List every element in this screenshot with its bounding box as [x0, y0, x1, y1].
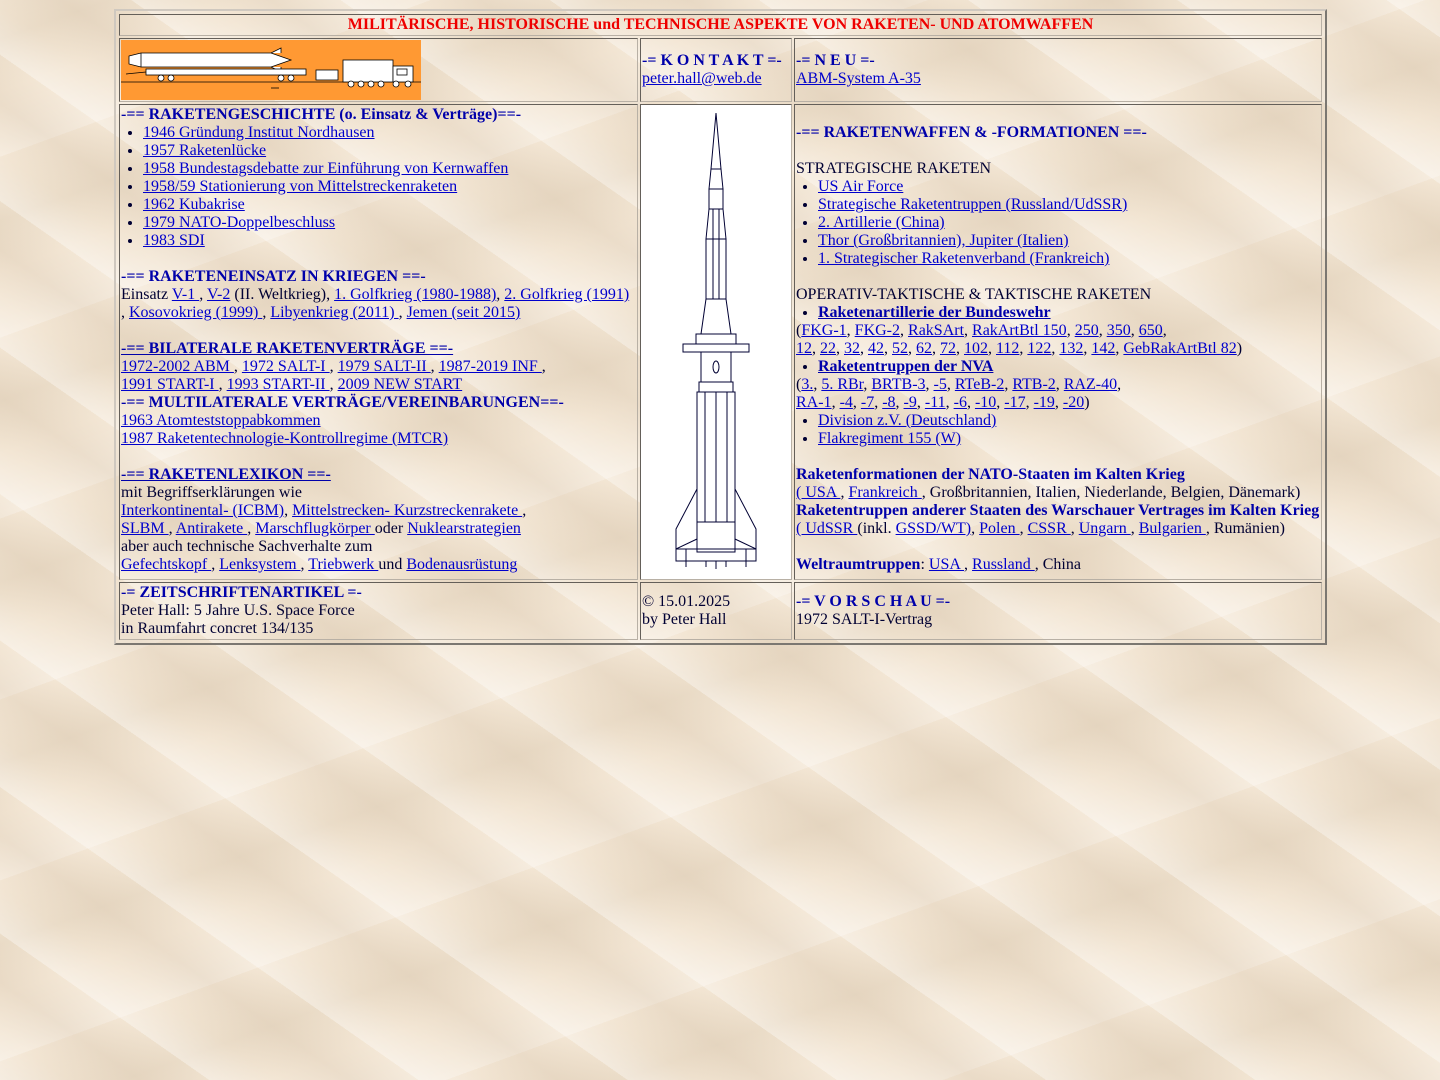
nva-link[interactable]: 3. [801, 376, 814, 393]
lexikon-heading-link[interactable]: -== RAKETENLEXIKON ==- [121, 466, 331, 483]
bw-link[interactable]: 72 [940, 340, 956, 357]
rocket-transporter-banner-icon[interactable] [121, 40, 421, 100]
nva-link[interactable]: -4 [839, 394, 853, 411]
bw-links: (FKG-1, FKG-2, RakSArt, RakArtBtl 150, 250, 350, 650, 12, 22, 32, 42, 52, 62, 72, 102, 112, 122, 132, 142, GebRakArtBtl 82) [796, 322, 1243, 357]
einsatz-v1-link[interactable]: V-1 [171, 286, 200, 303]
bw-list [796, 304, 1320, 322]
list-item [143, 232, 636, 250]
bilateral-link[interactable]: 2009 NEW START [337, 376, 463, 393]
strat-link[interactable]: Strategische Raketentruppen (Russland/UdSSR) [818, 196, 1128, 213]
space-line: Weltraumtruppen: USA , Russland , China [796, 556, 1081, 573]
strat-link[interactable]: Thor (Großbritannien), Jupiter (Italien) [818, 232, 1069, 249]
lexikon-triebwerk-link[interactable]: Triebwerk [308, 556, 379, 573]
rocket-cell [640, 104, 792, 580]
nva-link[interactable]: -11 [924, 394, 946, 411]
einsatz-golf2-link[interactable]: 2. Golfkrieg (1991) [504, 286, 630, 303]
nva-list [796, 358, 1320, 376]
bw-link[interactable]: 250 [1074, 322, 1099, 339]
list-item [143, 196, 636, 214]
zeitschrift-heading: -= ZEITSCHRIFTENARTIKEL =- [121, 584, 362, 601]
nva-heading-link[interactable]: Raketentruppen der NVA [818, 358, 994, 375]
strat-link[interactable]: 2. Artillerie (China) [818, 214, 945, 231]
lexikon-tech-intro: aber auch technische Sachverhalte zum [121, 538, 373, 555]
bw-link[interactable]: FKG-2 [854, 322, 901, 339]
nato-fr-link[interactable]: Frankreich [848, 484, 922, 501]
geschichte-link[interactable]: 1957 Raketenlücke [143, 142, 267, 159]
neu-cell [794, 38, 1322, 102]
lexikon-oder: oder [374, 520, 404, 537]
bw-link[interactable]: 62 [916, 340, 932, 357]
bw-link[interactable]: 22 [820, 340, 836, 357]
bw-link[interactable]: 102 [964, 340, 988, 357]
geschichte-list [121, 124, 636, 250]
division-link[interactable]: Division z.V. (Deutschland) [818, 412, 997, 429]
bw-link[interactable]: 32 [844, 340, 860, 357]
kontakt-heading: -= K O N T A K T =- [642, 52, 782, 69]
nva-link[interactable]: -5 [933, 376, 947, 393]
flak-link[interactable]: Flakregiment 155 (W) [818, 430, 962, 447]
op-heading: OPERATIV-TAKTISCHE & TAKTISCHE RAKETEN [796, 286, 1152, 303]
nato-heading: Raketenformationen der NATO-Staaten im Kalten Krieg [796, 466, 1185, 483]
list-item [818, 412, 1320, 430]
geschichte-link[interactable]: 1958 Bundestagsdebatte zur Einführung von Kernwaffen [143, 160, 509, 177]
lexikon-icbm-link[interactable]: Interkontinental- (ICBM) [121, 502, 285, 519]
list-item [143, 178, 636, 196]
nva-link[interactable]: -19 [1033, 394, 1055, 411]
zeitschrift-cell [119, 582, 638, 640]
einsatz-text: Einsatz V-1 , V-2 (II. Weltkrieg), 1. Golfkrieg (1980-1988), 2. Golfkrieg (1991) , Kosovokrieg (1999) , Libyenkrieg (2011) , Jemen (seit 2015) [121, 286, 630, 321]
bilateral-list: 1972-2002 ABM , 1972 SALT-I , 1979 SALT-II , 1987-2019 INF , 1991 START-I , 1993 START-II , 2009 NEW START [121, 358, 546, 393]
bw-link[interactable]: RakArtBtl 150 [972, 322, 1067, 339]
list-item [143, 160, 636, 178]
misc-list [796, 412, 1320, 448]
bw-link[interactable]: GebRakArtBtl 82 [1123, 340, 1237, 357]
nato-rest: , Großbritannien, Italien, Niederlande, Belgien, Dänemark) [921, 484, 1301, 501]
bw-link[interactable]: 52 [892, 340, 908, 357]
lexikon-marsch-link[interactable]: Marschflugkörper [255, 520, 375, 537]
space-heading: Weltraumtruppen [796, 556, 921, 573]
bw-link[interactable]: 350 [1106, 322, 1131, 339]
lexikon-anti-link[interactable]: Antirakete [175, 520, 248, 537]
strat-heading: STRATEGISCHE RAKETEN [796, 160, 992, 177]
vorschau-heading: -= V O R S C H A U =- [796, 593, 951, 610]
wp-inkl: (inkl. [857, 520, 896, 537]
geschichte-link[interactable]: 1962 Kubakrise [143, 196, 245, 213]
bw-link[interactable]: 650 [1138, 322, 1163, 339]
list-item [818, 358, 1320, 376]
bilateral-link[interactable]: 1991 START-I [121, 376, 219, 393]
lexikon-gefechtskopf-link[interactable]: Gefechtskopf [121, 556, 212, 573]
neu-link[interactable]: ABM-System A-35 [796, 70, 921, 87]
bw-link[interactable]: 122 [1027, 340, 1052, 357]
nva-link[interactable]: BRTB-3 [871, 376, 926, 393]
bw-link[interactable]: RakSArt [908, 322, 965, 339]
list-item [818, 214, 1320, 232]
nato-usa-link[interactable]: ( USA [796, 484, 841, 501]
bw-link[interactable]: 112 [996, 340, 1020, 357]
bilateral-heading-link[interactable]: -== BILATERALE RAKETENVERTRÄGE ==- [121, 340, 454, 357]
geschichte-link[interactable]: 1979 NATO-Doppelbeschluss [143, 214, 336, 231]
banner-cell [119, 38, 638, 102]
bw-link[interactable]: 42 [868, 340, 884, 357]
einsatz-v2-note: (II. Weltkrieg), [230, 286, 335, 303]
list-item [818, 250, 1320, 268]
nva-link[interactable]: -17 [1004, 394, 1026, 411]
strat-link[interactable]: US Air Force [818, 178, 904, 195]
bilateral-link[interactable]: 1979 SALT-II [337, 358, 431, 375]
wp-line: ( UdSSR (inkl. GSSD/WT), Polen , CSSR , Ungarn , Bulgarien , Rumänien) [796, 520, 1285, 537]
nva-link[interactable]: RTB-2 [1012, 376, 1056, 393]
geschichte-heading: -== RAKETENGESCHICHTE (o. Einsatz & Verträge)==- [121, 106, 522, 123]
lexikon-intro: mit Begriffserklärungen wie [121, 484, 302, 501]
copyright-date: © 15.01.2025 [642, 593, 731, 610]
bw-link[interactable]: 132 [1059, 340, 1084, 357]
main-table [117, 12, 1324, 642]
lexikon-lenksystem-link[interactable]: Lenksystem [219, 556, 301, 573]
space-china: , China [1034, 556, 1081, 573]
strat-link[interactable]: 1. Strategischer Raketenverband (Frankreich) [818, 250, 1110, 267]
einsatz-libyen-link[interactable]: Libyenkrieg (2011) [270, 304, 399, 321]
wp-heading: Raketentruppen anderer Staaten des Warschauer Vertrages im Kalten Krieg [796, 502, 1320, 519]
nva-link[interactable]: -20 [1062, 394, 1085, 411]
vorschau-cell [794, 582, 1322, 640]
bw-heading-link[interactable]: Raketenartillerie der Bundeswehr [818, 304, 1051, 321]
space-russland-link[interactable]: Russland [972, 556, 1035, 573]
geschichte-link[interactable]: 1946 Gründung Institut Nordhausen [143, 124, 375, 141]
multilateral-link[interactable]: 1963 Atomteststoppabkommen [121, 412, 321, 429]
bw-link[interactable]: FKG-1 [801, 322, 847, 339]
list-item [818, 304, 1320, 322]
wp-ungarn-link[interactable]: Ungarn [1078, 520, 1131, 537]
einsatz-v2-link[interactable]: V-2 [206, 286, 231, 303]
nato-line: ( USA , Frankreich , Großbritannien, Italien, Niederlande, Belgien, Dänemark) [796, 484, 1301, 501]
list-item [818, 232, 1320, 250]
nva-links: (3., 5. RBr, BRTB-3, -5, RTeB-2, RTB-2, RAZ-40, RA-1, -4, -7, -8, -9, -11, -6, -10, -17, -19, -20) [796, 376, 1122, 411]
bilateral-link[interactable]: 1987-2019 INF [438, 358, 542, 375]
nva-link[interactable]: -9 [903, 394, 917, 411]
multilateral-link[interactable]: 1987 Raketentechnologie-Kontrollregime (MTCR) [121, 430, 449, 447]
page-frame [114, 9, 1327, 645]
wp-bulgarien-link[interactable]: Bulgarien [1138, 520, 1206, 537]
waffen-cell [794, 104, 1322, 580]
waffen-heading: -== RAKETENWAFFEN & -FORMATIONEN ==- [796, 124, 1147, 141]
lexikon-und: und [378, 556, 403, 573]
nva-link[interactable]: -7 [860, 394, 875, 411]
nva-link[interactable]: 5. RBr [821, 376, 864, 393]
vorschau-text: 1972 SALT-I-Vertrag [796, 611, 933, 628]
lexikon-nuklear-link[interactable]: Nuklearstrategien [407, 520, 521, 537]
neu-heading: -= N E U =- [796, 52, 875, 69]
bw-link[interactable]: 142 [1091, 340, 1116, 357]
list-item [818, 178, 1320, 196]
bw-link[interactable]: 12 [796, 340, 812, 357]
einsatz-prefix: Einsatz [121, 286, 169, 303]
page-title: MILITÄRISCHE, HISTORISCHE und TECHNISCHE ASPEKTE VON RAKETEN- UND ATOMWAFFEN [119, 14, 1322, 36]
multilateral-heading: -== MULTILATERALE VERTRÄGE/VEREINBARUNGEN==- [121, 394, 564, 411]
nva-link[interactable]: -8 [882, 394, 896, 411]
list-item [818, 430, 1320, 448]
geschichte-link[interactable]: 1983 SDI [143, 232, 205, 249]
lexikon-slbm-link[interactable]: SLBM [121, 520, 169, 537]
zeitschrift-line1: Peter Hall: 5 Jahre U.S. Space Force [121, 602, 355, 619]
copyright-cell [640, 582, 792, 640]
copyright-author: by Peter Hall [642, 611, 727, 628]
zeitschrift-line2: in Raumfahrt concret 134/135 [121, 620, 314, 637]
lexikon-boden-link[interactable]: Bodenausrüstung [406, 556, 518, 573]
kontakt-email-link[interactable]: peter.hall@web.de [642, 70, 762, 87]
wp-polen-link[interactable]: Polen [979, 520, 1020, 537]
list-item [143, 142, 636, 160]
geschichte-link[interactable]: 1958/59 Stationierung von Mittelstreckenraketen [143, 178, 458, 195]
wp-rest: , Rumänien) [1205, 520, 1285, 537]
einsatz-golf1-link[interactable]: 1. Golfkrieg (1980-1988) [334, 286, 497, 303]
nva-link[interactable]: -6 [953, 394, 967, 411]
lexikon-mittel-link[interactable]: Mittelstrecken- Kurzstreckenrakete [292, 502, 523, 519]
space-usa-link[interactable]: USA [928, 556, 965, 573]
list-item [143, 124, 636, 142]
nva-link[interactable]: RA-1 [796, 394, 832, 411]
wp-gssd-link[interactable]: GSSD/WT) [895, 520, 972, 537]
einsatz-kosovo-link[interactable]: Kosovokrieg (1999) [129, 304, 263, 321]
list-item [143, 214, 636, 232]
bilateral-link[interactable]: 1972-2002 ABM [121, 358, 234, 375]
nva-link[interactable]: RAZ-40 [1063, 376, 1118, 393]
history-cell: -== RAKETENGESCHICHTE (o. Einsatz & Verträge)==- • 1946 Gründung Institut Nordhausen • 1957 Raketenlücke • 1958 Bundestagsdebatte zur Einführung von Kernwaffen • 1958/59 Stationierung von Mittelstreckenraketen • 1962 Kubakrise • 1979 NATO-Doppelbeschluss • 1983 SDI -== RAKETENEINSATZ IN KRIEGEN ==- Einsatz V-1 , V-2 (II. Weltkrieg), 1. Golfkrieg (1980-1988), 2. Golfkrieg (1991) , Kosovokrieg (1999) , Libyenkrieg (2011) , Jemen (seit 2015) -== BILATERALE RAKETENVERTRÄGE ==- 1972-2002 ABM , 1972 SALT-I , 1979 SALT-II , 1987-2019 INF , 1991 START-I , 1993 START-II , 2009 NEW START -== MULTILATERALE VERTRÄGE/VEREINBARUNGEN==- 1963 Atomteststoppabkommen 1987 Raketentechnologie-Kontrollregime (MTCR) -== RAKETENLEXIKON ==- mit Begriffserklärungen wie Interkontinental- (ICBM), Mittelstrecken- Kurzstreckenrakete , SLBM , Antirakete , Marschflugkörper oder Nuklearstrategien aber auch technische Sachverhalte zum Gefechtskopf , Lenksystem , Triebwerk und Bodenausrüstung [119, 104, 638, 580]
strat-list [796, 178, 1320, 268]
nva-link[interactable]: -10 [974, 394, 997, 411]
kontakt-cell [640, 38, 792, 102]
bilateral-heading [121, 340, 636, 358]
list-item [818, 196, 1320, 214]
einsatz-heading: -== RAKETENEINSATZ IN KRIEGEN ==- [121, 268, 426, 285]
wp-cssr-link[interactable]: CSSR [1027, 520, 1071, 537]
bilateral-link[interactable]: 1993 START-II [226, 376, 330, 393]
rocket-drawing-icon [661, 109, 771, 571]
wp-udssr-link[interactable]: ( UdSSR [796, 520, 858, 537]
lexikon-heading [121, 466, 636, 484]
einsatz-jemen-link[interactable]: Jemen (seit 2015) [406, 304, 521, 321]
bilateral-link[interactable]: 1972 SALT-I [241, 358, 330, 375]
nva-link[interactable]: RTeB-2 [954, 376, 1005, 393]
